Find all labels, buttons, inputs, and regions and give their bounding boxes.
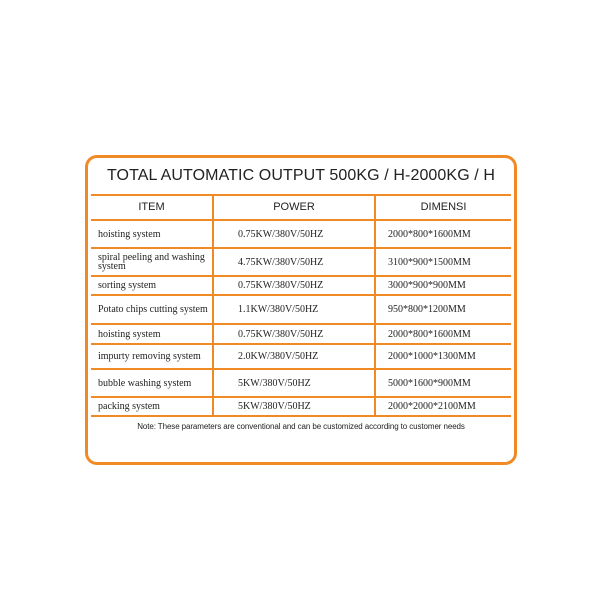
- table-row: [91, 368, 511, 396]
- dimension-cell: 950*800*1200MM: [376, 294, 511, 323]
- dimension-cell: 2000*1000*1300MM: [376, 343, 511, 368]
- table-row: [91, 396, 511, 415]
- table-row: [91, 343, 511, 368]
- item-cell: impurty removing system: [91, 343, 214, 368]
- table-note-row: [91, 415, 511, 435]
- item-cell: sorting system: [91, 275, 214, 294]
- item-cell: hoisting system: [91, 219, 214, 247]
- column-header-item: ITEM: [91, 194, 214, 219]
- power-cell: 5KW/380V/50HZ: [214, 396, 376, 415]
- power-cell: 1.1KW/380V/50HZ: [214, 294, 376, 323]
- dimension-cell: 3000*900*900MM: [376, 275, 511, 294]
- power-cell: 2.0KW/380V/50HZ: [214, 343, 376, 368]
- dimension-cell: 5000*1600*900MM: [376, 368, 511, 396]
- table-title: TOTAL AUTOMATIC OUTPUT 500KG / H-2000KG / H: [106, 167, 496, 184]
- column-header-power: POWER: [214, 194, 376, 219]
- dimension-cell: 2000*800*1600MM: [376, 219, 511, 247]
- item-cell: spiral peeling and washing system: [91, 247, 214, 275]
- item-cell: Potato chips cutting system: [91, 294, 214, 323]
- power-cell: 0.75KW/380V/50HZ: [214, 323, 376, 343]
- item-cell: packing system: [91, 396, 214, 415]
- power-cell: 4.75KW/380V/50HZ: [214, 247, 376, 275]
- spec-table-card: [85, 155, 517, 465]
- column-header-dimension: DIMENSI: [376, 194, 511, 219]
- power-cell: 5KW/380V/50HZ: [214, 368, 376, 396]
- item-cell: hoisting system: [91, 323, 214, 343]
- table-row: [91, 294, 511, 323]
- dimension-cell: 2000*2000*2100MM: [376, 396, 511, 415]
- power-cell: 0.75KW/380V/50HZ: [214, 219, 376, 247]
- table-row: [91, 219, 511, 247]
- table-note: Note: These parameters are conventional and can be customized according to customer needs: [91, 415, 511, 435]
- spec-table: [91, 194, 511, 435]
- table-row: [91, 323, 511, 343]
- dimension-cell: 3100*900*1500MM: [376, 247, 511, 275]
- item-cell: bubble washing system: [91, 368, 214, 396]
- dimension-cell: 2000*800*1600MM: [376, 323, 511, 343]
- power-cell: 0.75KW/380V/50HZ: [214, 275, 376, 294]
- table-row: [91, 275, 511, 294]
- table-row: [91, 247, 511, 275]
- table-header-row: [91, 194, 511, 219]
